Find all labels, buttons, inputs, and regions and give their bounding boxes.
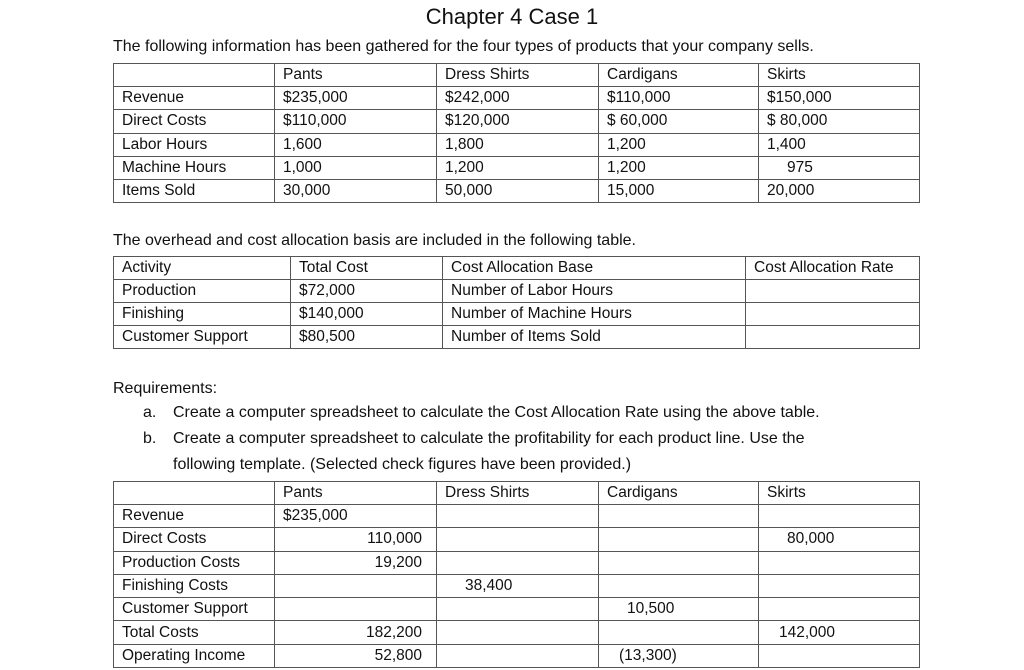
header-cell [114, 64, 275, 87]
total-cost-cell: $72,000 [291, 280, 443, 303]
cell: 20,000 [759, 180, 920, 203]
table-row [114, 180, 920, 203]
cell: $ 80,000 [759, 110, 920, 133]
table-row [114, 87, 920, 110]
row-label: Finishing Costs [114, 574, 275, 597]
row-label: Total Costs [114, 621, 275, 644]
cell [599, 528, 759, 551]
requirement-b [143, 430, 903, 448]
cell: 182,200 [275, 621, 437, 644]
intro-text: The following information has been gathered for the four types of products that your company sells. [113, 38, 814, 55]
list-marker: b. [143, 430, 157, 447]
cell [759, 574, 920, 597]
row-label: Revenue [114, 87, 275, 110]
cell [275, 598, 437, 621]
cell: (13,300) [599, 644, 759, 667]
cell: $ 60,000 [599, 110, 759, 133]
header-cell: Cardigans [599, 64, 759, 87]
header-cell: Cost Allocation Rate [746, 257, 920, 280]
allocation-base-cell: Number of Items Sold [443, 326, 746, 349]
cell [599, 551, 759, 574]
table-row [114, 133, 920, 156]
cell: 10,500 [599, 598, 759, 621]
header-cell: Dress Shirts [437, 482, 599, 505]
table-row [114, 110, 920, 133]
cell: 1,600 [275, 133, 437, 156]
table-row [114, 528, 920, 551]
cell: 1,200 [437, 156, 599, 179]
cell [437, 528, 599, 551]
cell [599, 574, 759, 597]
header-cell: Skirts [759, 482, 920, 505]
requirement-b-continued: following template. (Selected check figures have been provided.) [173, 456, 632, 473]
header-cell: Skirts [759, 64, 920, 87]
cell: 52,800 [275, 644, 437, 667]
requirement-text: Create a computer spreadsheet to calculate the profitability for each product line. Use the [173, 430, 805, 447]
header-cell [114, 482, 275, 505]
cell: 1,200 [599, 133, 759, 156]
cell: 50,000 [437, 180, 599, 203]
total-cost-cell: $80,500 [291, 326, 443, 349]
row-label: Labor Hours [114, 133, 275, 156]
row-label: Production Costs [114, 551, 275, 574]
total-cost-cell: $140,000 [291, 303, 443, 326]
cell: $110,000 [275, 110, 437, 133]
row-label: Revenue [114, 505, 275, 528]
table-row [114, 574, 920, 597]
activity-cell: Production [114, 280, 291, 303]
activity-cell: Customer Support [114, 326, 291, 349]
cell: 1,800 [437, 133, 599, 156]
allocation-rate-cell [746, 326, 920, 349]
table-row [114, 551, 920, 574]
table-row [114, 644, 920, 667]
cell [437, 621, 599, 644]
requirement-a [143, 404, 903, 422]
table-row [114, 326, 920, 349]
cell: $150,000 [759, 87, 920, 110]
table-row [114, 303, 920, 326]
overhead-table [113, 256, 920, 349]
row-label: Customer Support [114, 598, 275, 621]
list-marker: a. [143, 404, 157, 421]
header-cell: Activity [114, 257, 291, 280]
overhead-intro-text: The overhead and cost allocation basis are included in the following table. [113, 232, 636, 249]
table-row [114, 280, 920, 303]
row-label: Machine Hours [114, 156, 275, 179]
row-label: Items Sold [114, 180, 275, 203]
cell [437, 551, 599, 574]
cell: 975 [759, 156, 920, 179]
allocation-rate-cell [746, 280, 920, 303]
cell: $235,000 [275, 87, 437, 110]
cell: $235,000 [275, 505, 437, 528]
cell: 38,400 [437, 574, 599, 597]
table-row [114, 621, 920, 644]
cell: $110,000 [599, 87, 759, 110]
table-row [114, 598, 920, 621]
table-row [114, 156, 920, 179]
header-cell: Pants [275, 64, 437, 87]
cell [759, 505, 920, 528]
cell: 15,000 [599, 180, 759, 203]
cell [275, 574, 437, 597]
cell [599, 621, 759, 644]
cell: 1,000 [275, 156, 437, 179]
row-label: Operating Income [114, 644, 275, 667]
cell: 1,200 [599, 156, 759, 179]
header-cell: Cardigans [599, 482, 759, 505]
header-cell: Total Cost [291, 257, 443, 280]
cell: 30,000 [275, 180, 437, 203]
header-cell: Cost Allocation Base [443, 257, 746, 280]
allocation-rate-cell [746, 303, 920, 326]
row-label: Direct Costs [114, 110, 275, 133]
allocation-base-cell: Number of Machine Hours [443, 303, 746, 326]
header-cell: Dress Shirts [437, 64, 599, 87]
cell: 1,400 [759, 133, 920, 156]
cell [759, 551, 920, 574]
requirements-heading: Requirements: [113, 380, 218, 397]
cell: 19,200 [275, 551, 437, 574]
cell [437, 598, 599, 621]
activity-cell: Finishing [114, 303, 291, 326]
header-cell: Pants [275, 482, 437, 505]
cell [599, 505, 759, 528]
cell [759, 644, 920, 667]
cell: $242,000 [437, 87, 599, 110]
page-title: Chapter 4 Case 1 [425, 4, 599, 29]
cell: 80,000 [759, 528, 920, 551]
cell: 142,000 [759, 621, 920, 644]
product-data-table [113, 63, 920, 203]
cell [437, 505, 599, 528]
cell [437, 644, 599, 667]
profitability-template-table [113, 481, 920, 668]
cell: $120,000 [437, 110, 599, 133]
allocation-base-cell: Number of Labor Hours [443, 280, 746, 303]
row-label: Direct Costs [114, 528, 275, 551]
cell [759, 598, 920, 621]
table-row [114, 505, 920, 528]
cell: 110,000 [275, 528, 437, 551]
requirement-text: Create a computer spreadsheet to calculate the Cost Allocation Rate using the above table. [173, 404, 820, 421]
